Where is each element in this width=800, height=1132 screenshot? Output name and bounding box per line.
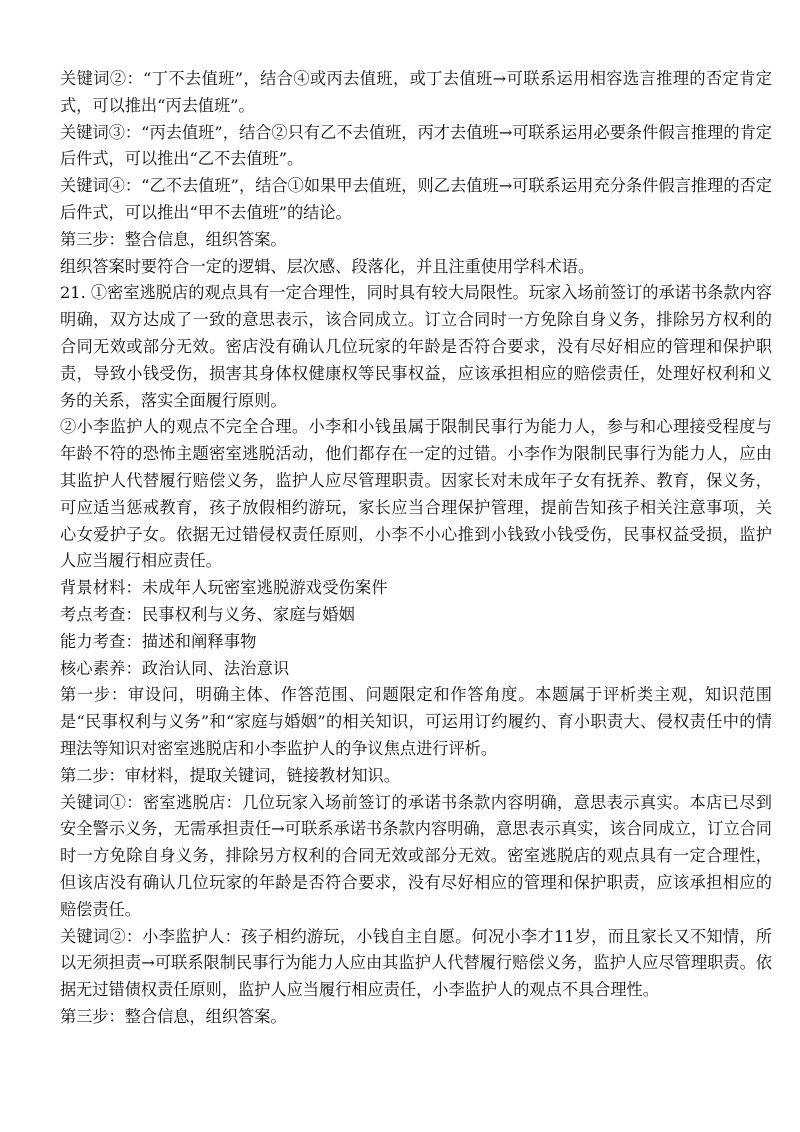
paragraph-keyword-3-duty: 关键词③：“丙去值班”，结合②只有乙不去值班，丙才去值班→可联系运用必要条件假言推理的肯定后件式，可以推出“乙不去值班”。 — [60, 122, 772, 169]
paragraph-ability: 能力考查：描述和阐释事物 — [60, 631, 257, 651]
paragraph-keyword-1-escape-room: 关键词①：密室逃脱店：几位玩家入场前签订的承诺书条款内容明确，意思表示真实。本店已尽到安全警示义务，无需承担责任→可联系承诺书条款内容明确，意思表示真实，该合同成立，订立合同时一方免除自身义务，排除另方权利的合同无效或部分无效。密室逃脱店的观点具有一定合理性，但该店没有确认几位玩家的年龄是否符合要求，没有尽好相应的管理和保护职责，应该承担相应的赔偿责任。 — [60, 792, 772, 919]
paragraph-knowledge-point: 考点考查：民事权利与义务、家庭与婚姻 — [60, 604, 355, 624]
paragraph-step-2: 第二步：审材料，提取关键词，链接教材知识。 — [60, 765, 400, 785]
document-body — [60, 66, 772, 1031]
paragraph-core-literacy: 核心素养：政治认同、法治意识 — [60, 658, 290, 678]
paragraph-step-1: 第一步：审设问，明确主体、作答范围、问题限定和作答角度。本题属于评析类主观，知识范围是“民事权利与义务”和“家庭与婚姻”的相关知识，可运用订约履约、育小职责大、侵权责任中的情理法等知识对密室逃脱店和小李监护人的争议焦点进行评析。 — [60, 685, 772, 758]
paragraph-q21-point-2: ②小李监护人的观点不完全合理。小李和小钱虽属于限制民事行为能力人，参与和心理接受程度与年龄不符的恐怖主题密室逃脱活动，他们都存在一定的过错。小李作为限制民事行为能力人，应由其监护人代替履行赔偿义务，监护人应尽管理职责。因家长对未成年子女有抚养、教育，保义务，可应适当惩戒教育，孩子放假相约游玩，家长应当合理保护管理，提前告知孩子相关注意事项，关心女爱护子女。依据无过错侵权责任原则，小李不小心推到小钱致小钱受伤，民事权益受损，监护人应当履行相应责任。 — [60, 417, 772, 571]
paragraph-step-3: 第三步：整合信息，组织答案。 — [60, 229, 287, 249]
paragraph-keyword-2-guardian: 关键词②：小李监护人：孩子相约游玩，小钱自主自愿。何况小李才11岁，而且家长又不知情，所以无须担责→可联系限制民事行为能力人应由其监护人代替履行赔偿义务，监护人应尽管理职责。依据无过错债权责任原则，监护人应当履行相应责任，小李监护人的观点不具合理性。 — [60, 926, 772, 1000]
paragraph-keyword-4-duty: 关键词④：“乙不去值班”，结合①如果甲去值班，则乙去值班→可联系运用充分条件假言推理的否定后件式，可以推出“甲不去值班”的结论。 — [60, 176, 772, 222]
paragraph-step-3-final: 第三步：整合信息，组织答案。 — [60, 1006, 287, 1026]
paragraph-keyword-2-duty: 关键词②：“丁不去值班”，结合④或丙去值班，或丁去值班→可联系运用相容选言推理的否定肯定式，可以推出“丙去值班”。 — [60, 69, 772, 115]
paragraph-q21-point-1: 21. ①密室逃脱店的观点具有一定合理性，同时具有较大局限性。玩家入场前签订的承诺书条款内容明确，双方达成了一致的意思表示，该合同成立。订立合同时一方免除自身义务，排除另方权利的合同无效或部分无效。密店没有确认几位玩家的年龄是否符合要求，没有尽好相应的管理和保护职责，导致小钱受伤，损害其身体权健康权等民事权益，应该承担相应的赔偿责任，处理好权利和义务的关系，落实全面履行原则。 — [60, 283, 772, 410]
paragraph-background: 背景材料：未成年人玩密室逃脱游戏受伤案件 — [60, 578, 388, 598]
paragraph-answer-note: 组织答案时要符合一定的逻辑、层次感、段落化，并且注重使用学科术语。 — [60, 256, 595, 276]
